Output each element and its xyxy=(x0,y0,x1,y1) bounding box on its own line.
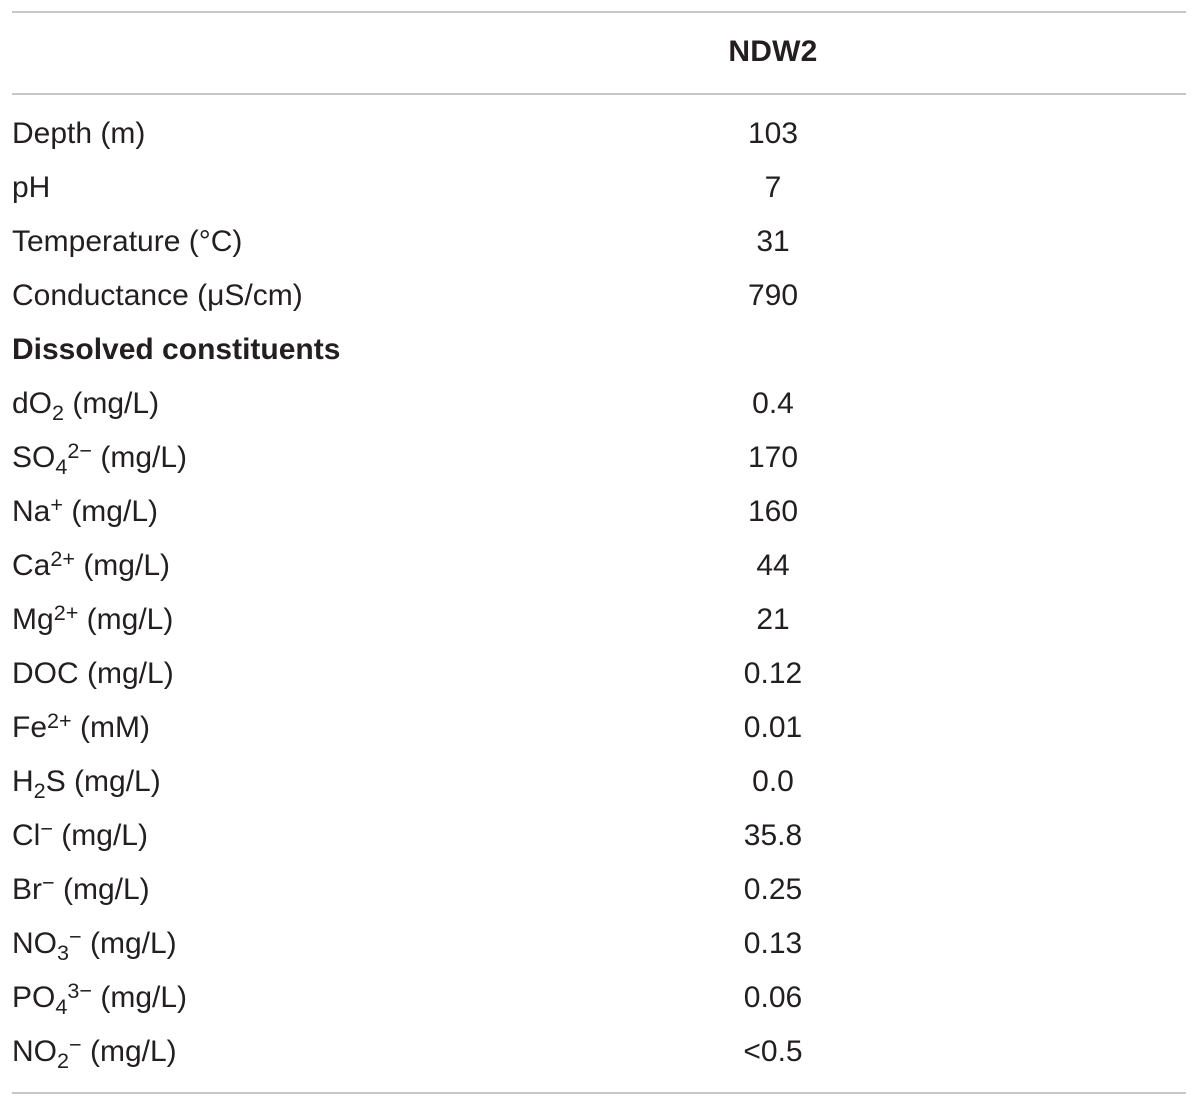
parameter-label xyxy=(12,810,148,864)
superscript: 2+ xyxy=(50,545,75,571)
parameter-unit: (mg/L) xyxy=(62,495,158,528)
ndw2-value: 0.4 xyxy=(752,387,794,420)
parameter-unit: (mg/L) xyxy=(64,387,160,420)
parameter-unit: (mg/L) xyxy=(92,441,188,474)
subscript: 2 xyxy=(52,399,65,425)
ndw2-value: 0.25 xyxy=(743,873,803,906)
parameter-label xyxy=(12,918,177,972)
parameter-name: SO xyxy=(12,441,56,474)
ndw2-value: 170 xyxy=(747,441,799,474)
parameter-unit: (mg/L) xyxy=(54,873,150,906)
parameter-unit: (mg/L) xyxy=(78,603,174,636)
superscript: 2+ xyxy=(53,599,79,625)
superscript: 2+ xyxy=(47,707,72,733)
table-row xyxy=(0,378,1200,432)
parameter-name: PO xyxy=(12,981,56,1014)
ndw2-value: 790 xyxy=(747,279,799,312)
parameter-label xyxy=(12,648,174,702)
parameter-unit: (mg/L) xyxy=(81,927,177,960)
parameter-label xyxy=(12,594,173,648)
parameter-name: Depth xyxy=(12,117,93,150)
parameter-name: Conductance xyxy=(12,279,189,312)
parameter-name: Temperature xyxy=(12,225,181,258)
ndw2-value: 0.12 xyxy=(743,657,803,690)
ndw2-value: <0.5 xyxy=(743,1035,803,1068)
table-row xyxy=(0,594,1200,648)
superscript: 3− xyxy=(67,977,92,1003)
parameter-name: pH xyxy=(12,171,51,204)
ndw2-value: 0.06 xyxy=(743,981,803,1014)
ndw2-value: 21 xyxy=(756,603,790,636)
table-row xyxy=(0,486,1200,540)
table-row xyxy=(0,810,1200,864)
superscript: + xyxy=(50,491,63,517)
parameter-name: Na xyxy=(12,495,51,528)
column-header-ndw2: NDW2 xyxy=(728,35,818,68)
parameter-name: NO xyxy=(12,1035,57,1068)
ndw2-value: 0.13 xyxy=(743,927,803,960)
parameter-label xyxy=(12,270,303,324)
parameter-label xyxy=(12,432,187,486)
parameter-unit: (mM) xyxy=(71,711,150,744)
table-row xyxy=(0,918,1200,972)
table-row xyxy=(0,972,1200,1026)
ndw2-value: 103 xyxy=(747,117,799,150)
subscript: 4 xyxy=(55,453,68,479)
table-row xyxy=(0,432,1200,486)
table-bottom-rule xyxy=(12,1092,1186,1094)
superscript: − xyxy=(40,815,53,841)
parameter-label xyxy=(12,1026,177,1080)
parameter-name-tail: S xyxy=(45,765,66,798)
ndw2-value: 160 xyxy=(747,495,799,528)
subscript: 4 xyxy=(55,993,68,1019)
table-row xyxy=(0,756,1200,810)
table-body xyxy=(0,108,1200,1080)
parameter-label xyxy=(12,162,50,216)
table-row xyxy=(0,270,1200,324)
parameter-label xyxy=(12,378,159,432)
section-header-row xyxy=(0,324,1200,378)
subscript: 3 xyxy=(57,939,70,965)
parameter-unit: (mg/L) xyxy=(81,1035,177,1068)
ndw2-value: 0.01 xyxy=(743,711,803,744)
table-row xyxy=(0,216,1200,270)
ndw2-value: 0.0 xyxy=(752,765,794,798)
parameter-unit: (m) xyxy=(92,117,146,150)
ndw2-value: 44 xyxy=(756,549,790,582)
parameter-unit: (mg/L) xyxy=(78,657,174,690)
parameter-name: H xyxy=(12,765,34,798)
table-row xyxy=(0,108,1200,162)
ndw2-value: 35.8 xyxy=(743,819,803,852)
parameter-label xyxy=(12,702,150,756)
parameter-label xyxy=(12,756,161,810)
parameter-name: Cl xyxy=(12,819,41,852)
parameter-name: dO xyxy=(12,387,53,420)
parameter-label xyxy=(12,486,158,540)
parameter-label xyxy=(12,972,187,1026)
table-row xyxy=(0,1026,1200,1080)
parameter-name: Ca xyxy=(12,549,51,582)
parameter-unit: (mg/L) xyxy=(52,819,148,852)
parameter-label xyxy=(12,540,170,594)
parameter-unit: (°C) xyxy=(180,225,243,258)
parameter-name: Mg xyxy=(12,603,54,636)
parameter-unit: (μS/cm) xyxy=(188,279,303,312)
parameter-name: Fe xyxy=(12,711,48,744)
parameter-unit: (mg/L) xyxy=(74,549,170,582)
ndw2-value: 7 xyxy=(764,171,782,204)
section-header-label xyxy=(12,324,340,378)
ndw2-value: 31 xyxy=(756,225,790,258)
parameter-name: NO xyxy=(12,927,57,960)
parameter-label xyxy=(12,216,242,270)
parameter-name: Dissolved constituents xyxy=(12,333,341,366)
parameter-name: DOC xyxy=(12,657,79,690)
table-row xyxy=(0,864,1200,918)
parameter-unit: (mg/L) xyxy=(65,765,161,798)
parameter-name: Br xyxy=(12,873,42,906)
table-header-rule xyxy=(12,93,1186,95)
parameter-label xyxy=(12,108,145,162)
table-row xyxy=(0,162,1200,216)
table-row xyxy=(0,540,1200,594)
superscript: 2− xyxy=(67,437,92,463)
subscript: 2 xyxy=(33,777,46,803)
subscript: 2 xyxy=(57,1047,70,1073)
parameter-label xyxy=(12,864,150,918)
table-row xyxy=(0,648,1200,702)
parameter-unit: (mg/L) xyxy=(92,981,188,1014)
superscript: − xyxy=(42,869,55,895)
table-top-rule xyxy=(12,11,1186,13)
table-row xyxy=(0,702,1200,756)
superscript: − xyxy=(69,923,82,949)
superscript: − xyxy=(69,1031,82,1057)
